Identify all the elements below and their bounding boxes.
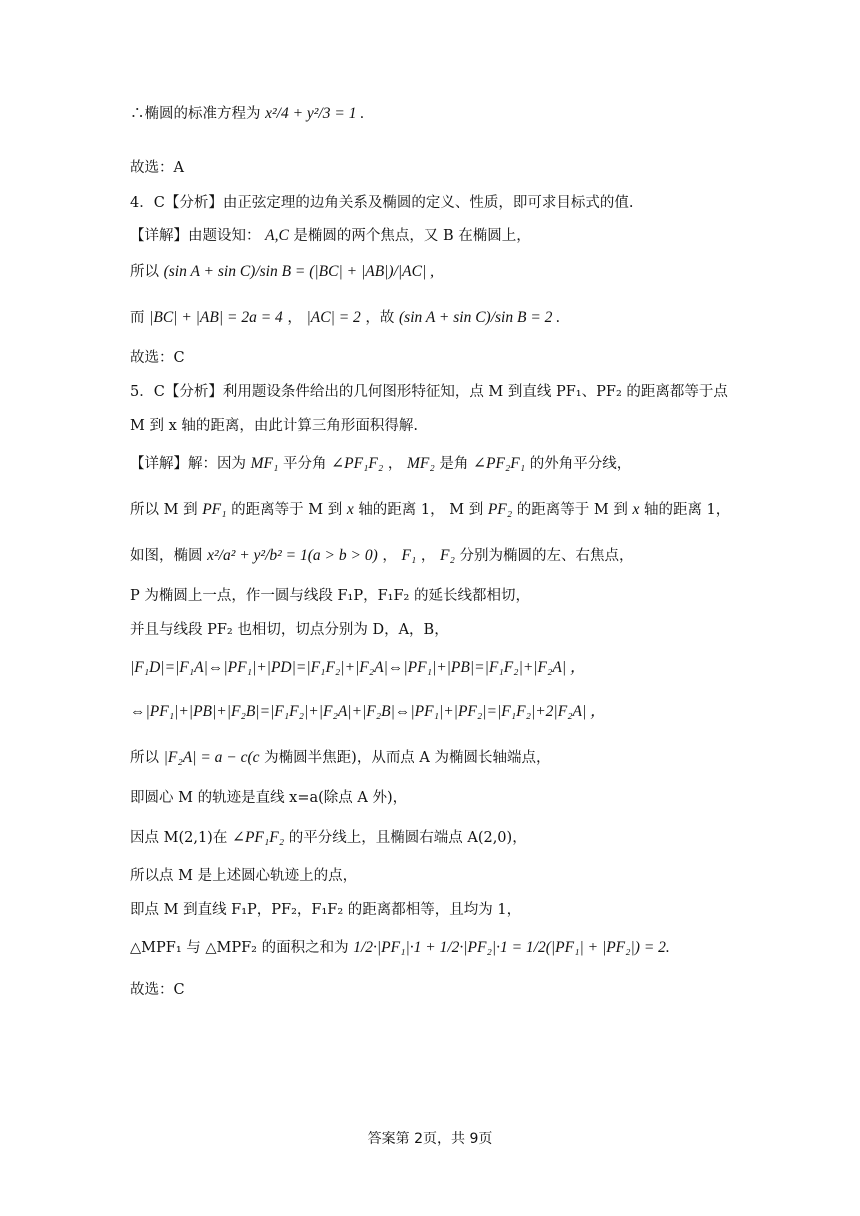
math-l11h: x [632,501,640,518]
text-l22a: △MPF₁ 与 △MPF₂ 的面积之和为 [130,940,349,956]
text-l18: 即圆心 M 的轨迹是直线 x=a(除点 A 外)， [130,790,408,806]
q4-detail-2 [130,262,434,282]
ellipse-equation-line [130,104,364,124]
math-l11f: PF₂ [487,501,513,518]
q5-detail-4 [130,586,530,606]
formula-l1b: x²/4 + y²/3 = 1 . [265,105,365,122]
text-l10c: 平分角 [283,456,327,472]
q5-detail-3 [130,546,634,566]
q5-area-line [130,938,670,958]
text-l10a: 【详解】解：因为 [130,456,246,472]
math-l19b: ∠PF₁F₂ [231,829,285,846]
q5-detail-7 [130,788,407,808]
text-l2: 故选：A [130,160,184,176]
q5-analysis-1 [130,382,728,402]
answer-line-4 [130,348,185,368]
q4-detail-3 [130,308,560,328]
text-l10g: 是角 [439,456,469,472]
text-l6a: 而 [130,310,145,326]
q5-detail-8 [130,828,527,848]
text-l12c: ， [382,548,397,564]
text-l12g: 分别为椭圆的左、右焦点， [459,548,634,564]
q5-detail-2 [130,500,730,520]
text-l6c: ， [287,310,302,326]
text-l10e: ， [387,456,403,472]
formula-l22b: 1/2·|PF₁|·1 + 1/2·|PF₂|·1 = 1/2(|PF₁| + |PF₂|) = 2. [353,939,670,956]
math-l10b: MF₁ [250,455,279,472]
q5-detail-10 [130,900,521,920]
math-l12f: F₂ [440,547,455,564]
math-l10h: ∠PF₂F₁ [473,455,526,472]
text-l1a: ∴椭圆的标准方程为 [130,106,261,122]
math-l11d: x [346,501,354,518]
q4-analysis [130,193,633,213]
text-l3: 4．C【分析】由正弦定理的边角关系及椭圆的定义、性质，即可求目标式的值. [130,195,634,211]
text-l5a: 所以 [130,264,159,280]
q5-detail-5 [130,620,449,640]
q5-analysis-2 [130,416,418,436]
text-l6e: ，故 [365,310,395,326]
text-l17c: 为椭圆半焦距)，从而点 A 为椭圆长轴端点， [264,750,551,766]
text-l12a: 如图，椭圆 [130,548,203,564]
q5-detail-6 [130,748,551,768]
answer-line-5 [130,980,185,1000]
text-l10i: 的外角平分线， [529,456,632,472]
text-l8: 5．C【分析】利用题设条件给出的几何图形特征知，点 M 到直线 PF₁、PF₂ 的距离都等于点 [130,384,728,400]
formula-l15: |F₁D|=|F₁A|⇔|PF₁|+|PD|=|F₁F₂|+|F₂A|⇔|PF₁|+|PB|=|F₁F₂|+|F₂A| ， [130,659,586,676]
math-l10f: MF₂ [407,455,435,472]
text-l23: 故选：C [130,982,185,998]
text-l4a: 【详解】由题设知： [130,228,261,244]
formula-l6f: (sin A + sin C)/sin B = 2 . [399,309,561,326]
math-l6b: |BC| + |AB| = 2a = 4 [149,309,283,326]
math-l4b: A,C [265,227,289,244]
text-l11a: 所以 M 到 [130,502,198,518]
text-l7: 故选：C [130,350,185,366]
text-l11g: 的距离等于 M 到 [516,502,628,518]
text-l19c: 的平分线上，且椭圆右端点 A(2,0)， [288,830,527,846]
text-l11e: 轴的距离 1， M 到 [358,502,484,518]
math-l12d: F₁ [401,547,417,564]
answer-line-3 [130,158,184,178]
text-l17a: 所以 [130,750,159,766]
q4-detail-1 [130,226,531,246]
math-l17b: |F₂A| = a − c(c [163,749,260,766]
math-l11b: PF₁ [202,501,227,518]
text-l11c: 的距离等于 M 到 [231,502,343,518]
math-l10d: ∠PF₁F₂ [331,455,384,472]
page-footer: 答案第 2页，共 9页 [367,1131,493,1147]
text-l9: M 到 x 轴的距离，由此计算三角形面积得解. [130,418,418,434]
text-l13: P 为椭圆上一点，作一圆与线段 F₁P，F₁F₂ 的延长线都相切， [130,588,530,604]
text-l20: 所以点 M 是上述圆心轨迹上的点， [130,868,358,884]
text-l11i: 轴的距离 1， [643,502,731,518]
q5-detail-9 [130,866,357,886]
text-l12e: ， [420,548,436,564]
text-l14: 并且与线段 PF₂ 也相切，切点分别为 D，A，B， [130,622,449,638]
formula-l5b: (sin A + sin C)/sin B = (|BC| + |AB|)/|AC| , [163,263,434,280]
q5-equivalence-1 [130,658,586,678]
q5-equivalence-2 [130,702,606,722]
formula-l12b: x²/a² + y²/b² = 1(a > b > 0) [207,547,378,564]
formula-l16: ⇔|PF₁|+|PB|+|F₂B|=|F₁F₂|+|F₂A|+|F₂B|⇔|PF₁|+|PF₂|=|F₁F₂|+2|F₂A| ， [130,703,606,720]
text-l21: 即点 M 到直线 F₁P，PF₂，F₁F₂ 的距离都相等，且均为 1， [130,902,522,918]
math-l6d: |AC| = 2 [306,309,361,326]
text-l4c: 是椭圆的两个焦点，又 B 在椭圆上， [293,228,531,244]
q5-detail-1 [130,454,631,474]
text-l19a: 因点 M(2,1)在 [130,830,228,846]
